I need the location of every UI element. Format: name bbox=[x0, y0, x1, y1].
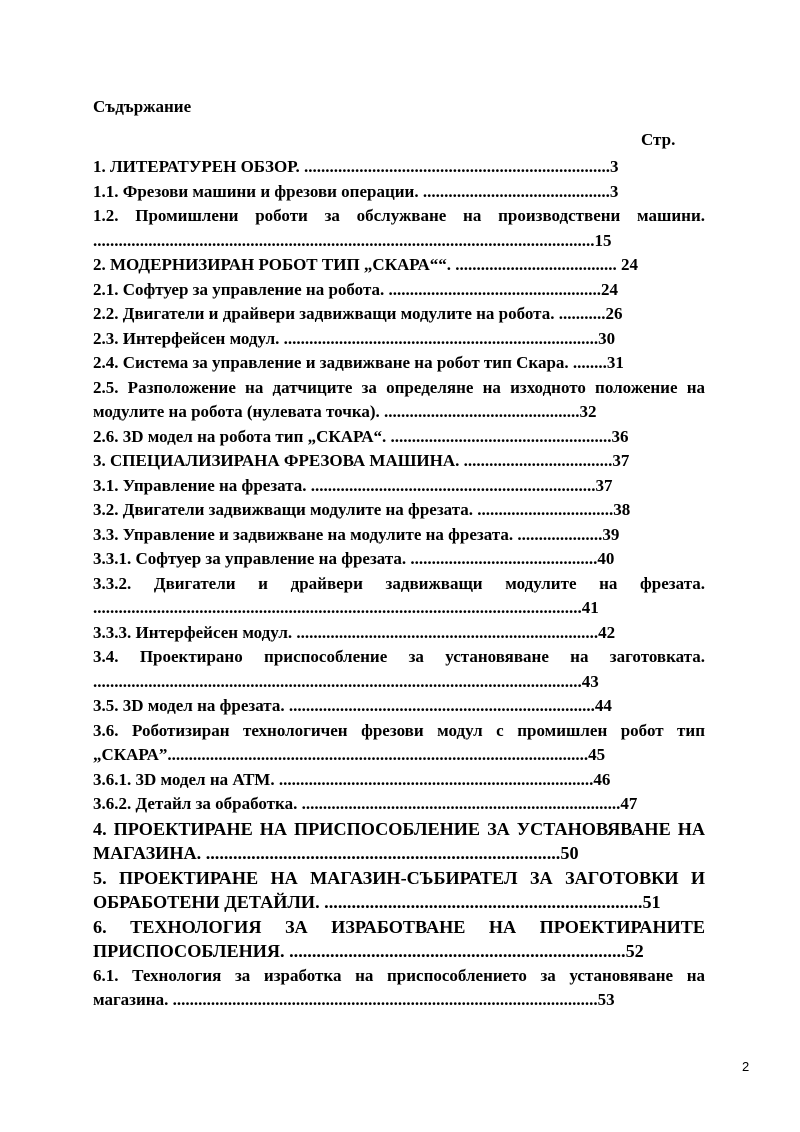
toc-entry[interactable]: 3.6.1. 3D модел на АТМ. ..........................................................................46 bbox=[93, 769, 611, 789]
toc-heading: Съдържание bbox=[93, 97, 192, 116]
toc-entry[interactable]: 1.2. Промишлени роботи за обслужване на производствени машини. ......................................................................................................................15 bbox=[93, 206, 705, 250]
toc-entry[interactable]: 1. ЛИТЕРАТУРЕН ОБЗОР. ........................................................................3 bbox=[93, 157, 619, 176]
toc-entry[interactable]: 3.3.1. Софтуер за управление на фрезата. ............................................40 bbox=[93, 549, 615, 568]
toc-entry[interactable]: 3.6.2. Детайл за обработка. ...........................................................................47 bbox=[93, 794, 638, 813]
toc-entry[interactable]: 5. ПРОЕКТИРАНЕ НА МАГАЗИН-СЪБИРАТЕЛ ЗА ЗАГОТОВКИ И ОБРАБОТЕНИ ДЕТАЙЛИ. ......................................................................51 bbox=[93, 867, 705, 912]
toc-entry[interactable]: 3.2. Двигатели задвижващи модулите на фрезата. ................................38 bbox=[93, 500, 631, 519]
toc-entry[interactable]: 1.1. Фрезови машини и фрезови операции. ............................................3 bbox=[93, 181, 619, 201]
toc-entry[interactable]: 3.1. Управление на фрезата. ...................................................................37 bbox=[93, 475, 613, 495]
toc-entry[interactable]: 3.3.2. Двигатели и драйвери задвижващи модулите на фрезата. ...................................................................................................................41 bbox=[93, 573, 705, 617]
toc-entry[interactable]: 2.2. Двигатели и драйвери задвижващи модулите на робота. ...........26 bbox=[93, 304, 623, 323]
toc-entry[interactable]: 3.5. 3D модел на фрезата. ........................................................................44 bbox=[93, 696, 612, 715]
page-number: 2 bbox=[742, 1059, 750, 1074]
toc-entry[interactable]: 3.3.3. Интерфейсен модул. .......................................................................42 bbox=[93, 622, 616, 642]
toc-entry[interactable]: 3.3. Управление и задвижване на модулите на фрезата. ....................39 bbox=[93, 524, 620, 544]
toc-entry[interactable]: 2.1. Софтуер за управление на робота. ..................................................24 bbox=[93, 279, 619, 299]
table-of-contents bbox=[93, 155, 705, 1013]
toc-entry[interactable]: 2.6. 3D модел на робота тип „СКАРА“. ....................................................36 bbox=[93, 426, 629, 446]
page-column-label: Стр. bbox=[641, 130, 676, 149]
toc-entry[interactable]: 6. ТЕХНОЛОГИЯ ЗА ИЗРАБОТВАНЕ НА ПРОЕКТИРАНИТЕ ПРИСПОСОБЛЕНИЯ. ..........................................................................52 bbox=[93, 916, 705, 961]
toc-entry[interactable]: 4. ПРОЕКТИРАНЕ НА ПРИСПОСОБЛЕНИЕ ЗА УСТАНОВЯВАНЕ НА МАГАЗИНА. ..............................................................................50 bbox=[93, 818, 705, 863]
toc-entry[interactable]: 3.4. Проектирано приспособление за установяване на заготовката. ...................................................................................................................43 bbox=[93, 647, 705, 691]
toc-entry[interactable]: 2. МОДЕРНИЗИРАН РОБОТ ТИП „СКАРА““. ...................................... 24 bbox=[93, 255, 639, 274]
toc-entry[interactable]: 3.6. Роботизиран технологичен фрезови модул с промишлен робот тип „СКАРА”...................................................................................................45 bbox=[93, 720, 705, 764]
toc-entry[interactable]: 2.4. Система за управление и задвижване на робот тип Скара. ........31 bbox=[93, 353, 624, 372]
toc-entry[interactable]: 3. СПЕЦИАЛИЗИРАНА ФРЕЗОВА МАШИНА. ...................................37 bbox=[93, 451, 630, 470]
toc-entry[interactable]: 2.3. Интерфейсен модул. ..........................................................................30 bbox=[93, 328, 616, 348]
toc-entry[interactable]: 2.5. Разположение на датчиците за определяне на изходното положение на модулите на робота (нулевата точка). ..............................................32 bbox=[93, 377, 705, 421]
toc-entry[interactable]: 6.1. Технология за изработка на приспособлението за установяване на магазина. ....................................................................................................53 bbox=[93, 965, 705, 1009]
